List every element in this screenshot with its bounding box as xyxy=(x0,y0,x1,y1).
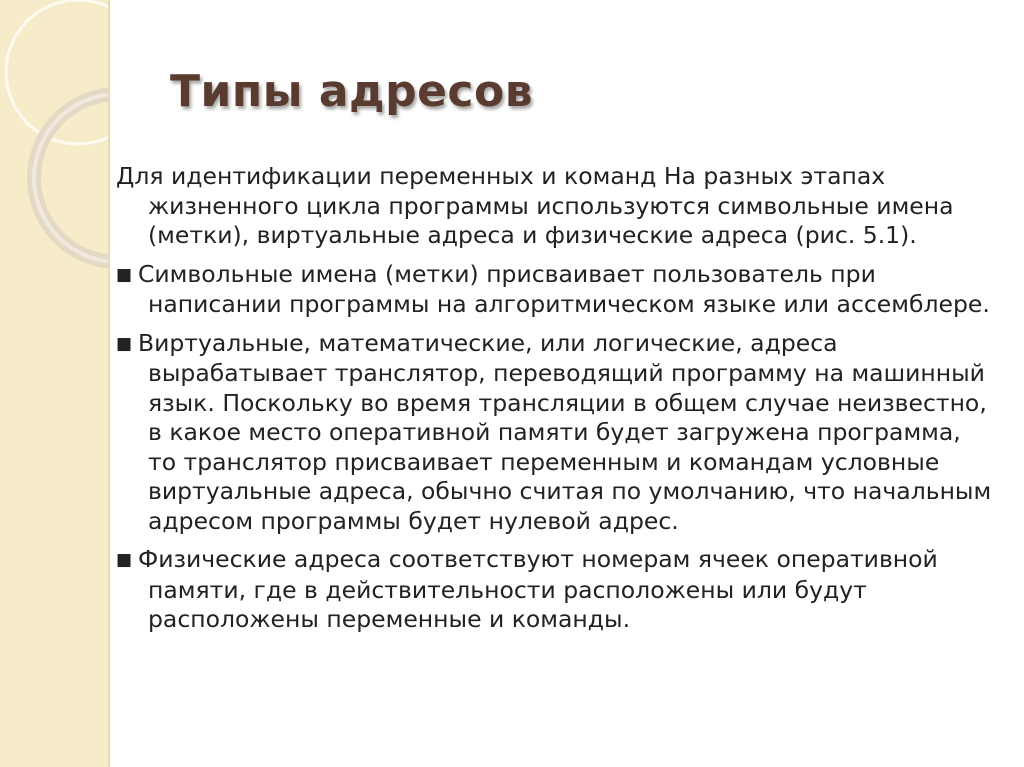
paragraph-virtual-addresses-text: Виртуальные, математические, или логические, адреса вырабатывает транслятор, переводящий программу на машинный язык. Поскольку во время трансляции в общем случае неизвестно, в какое место оперативной памяти будет загружена программа, то транслятор присваивает переменным и командам условные виртуальные адреса, обычно считая по умолчанию, что начальным адресом программы будет нулевой адрес. xyxy=(138,328,992,535)
bullet-square-icon: ■ xyxy=(116,550,133,570)
paragraph-virtual-addresses xyxy=(116,329,996,537)
decorative-side-band xyxy=(0,0,110,767)
paragraph-physical-addresses-text: Физические адреса соответствуют номерам ячеек оперативной памяти, где в действительности расположены или будут расположены переменные и команды. xyxy=(138,545,938,633)
slide-title: Типы адресов xyxy=(170,66,534,117)
paragraph-physical-addresses xyxy=(116,545,996,635)
paragraph-symbolic-names-text: Символьные имена (метки) присваивает пользователь при написании программы на алгоритмическом языке или ассемблере. xyxy=(138,259,990,318)
decorative-rings-icon xyxy=(0,0,110,767)
slide-body xyxy=(116,162,996,644)
bullet-square-icon: ■ xyxy=(116,264,133,285)
paragraph-symbolic-names xyxy=(116,260,996,320)
bullet-square-icon: ■ xyxy=(116,333,133,354)
paragraph-intro-text: Для идентификации переменных и команд На разных этапах жизненного цикла программы используются символьные имена (метки), виртуальные адреса и физические адреса (рис. 5.1). xyxy=(116,162,954,249)
paragraph-intro xyxy=(116,162,996,251)
